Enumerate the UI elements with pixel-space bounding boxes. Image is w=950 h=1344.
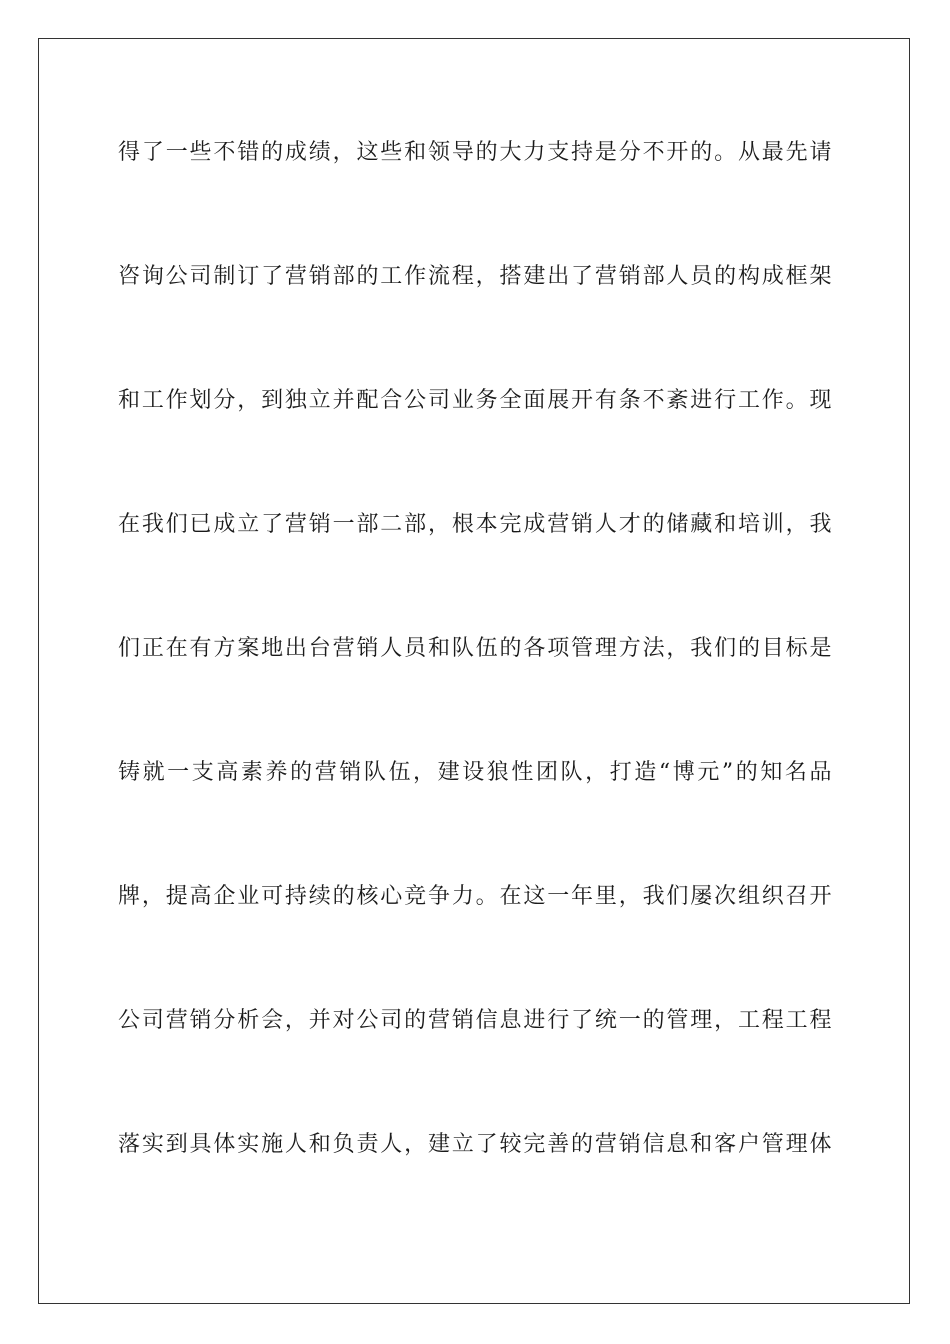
text-line: 铸就一支高素养的营销队伍，建设狼性团队，打造“博元”的知名品 bbox=[118, 760, 832, 785]
text-line: 在我们已成立了营销一部二部，根本完成营销人才的储藏和培训，我 bbox=[118, 512, 832, 537]
text-line: 落实到具体实施人和负责人，建立了较完善的营销信息和客户管理体 bbox=[118, 1132, 832, 1157]
text-line: 公司营销分析会，并对公司的营销信息进行了统一的管理，工程工程 bbox=[118, 1008, 832, 1033]
text-line: 咨询公司制订了营销部的工作流程，搭建出了营销部人员的构成框架 bbox=[118, 264, 832, 289]
text-line: 牌，提高企业可持续的核心竞争力。在这一年里，我们屡次组织召开 bbox=[118, 884, 832, 909]
document-body bbox=[118, 127, 832, 1243]
text-line: 和工作划分，到独立并配合公司业务全面展开有条不紊进行工作。现 bbox=[118, 388, 832, 413]
text-line: 得了一些不错的成绩，这些和领导的大力支持是分不开的。从最先请 bbox=[118, 140, 832, 165]
text-line: 们正在有方案地出台营销人员和队伍的各项管理方法，我们的目标是 bbox=[118, 636, 832, 661]
